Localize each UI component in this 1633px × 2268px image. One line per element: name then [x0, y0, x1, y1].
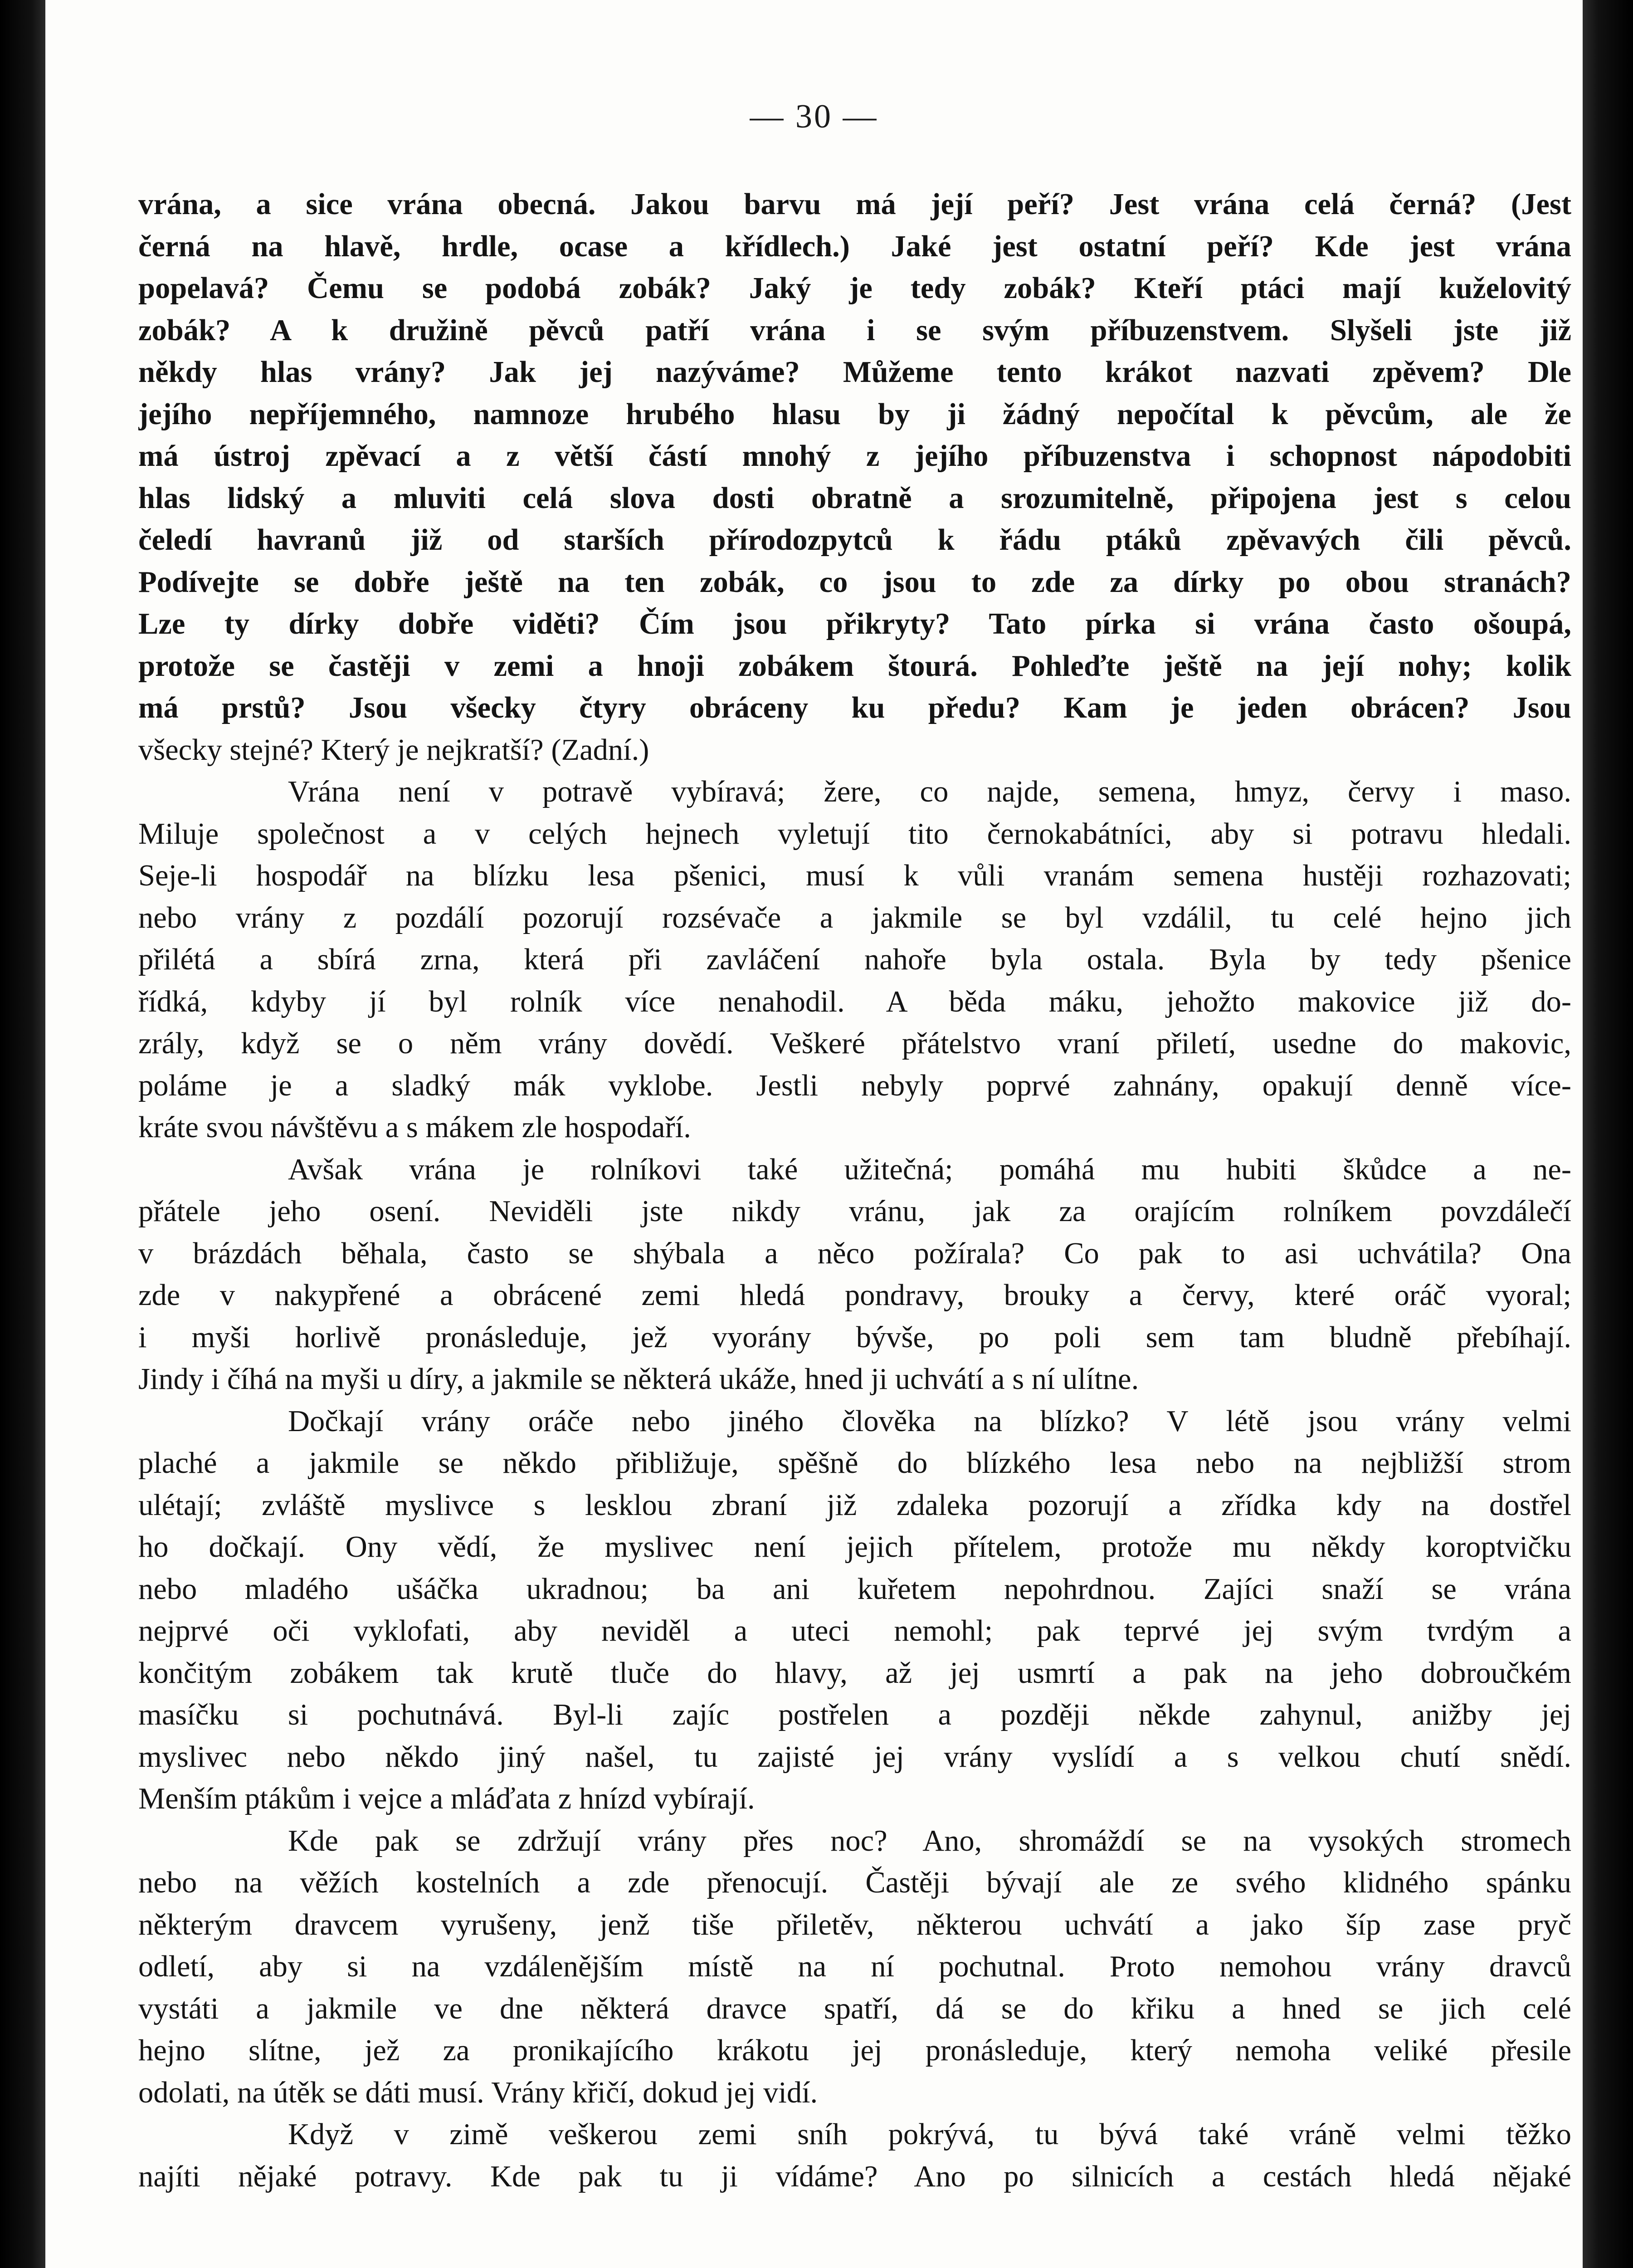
- text-line: odletí, aby si na vzdálenějším místě na ní pochutnal. Proto nemohou vrány dravců: [138, 1950, 1571, 1983]
- text-line: Lze ty dírky dobře viděti? Čím jsou přikryty? Tato pírka si vrána často ošoupá,: [138, 607, 1571, 640]
- scan-border-right: [1583, 0, 1633, 2268]
- text-line: zrály, když se o něm vrány dovědí. Veškeré přátelstvo vraní přiletí, usedne do makovic,: [138, 1027, 1571, 1060]
- text-line: některým dravcem vyrušeny, jenž tiše přiletěv, některou uchvátí a jako šíp zase pryč: [138, 1908, 1571, 1941]
- text-line: poláme je a sladký mák vyklobe. Jestli nebyly poprvé zahnány, opakují denně více-: [138, 1069, 1571, 1102]
- text-line: všecky stejné? Který je nejkratší? (Zadní.): [138, 733, 649, 767]
- text-line: zde v nakypřené a obrácené zemi hledá pondravy, brouky a červy, které oráč vyoral;: [138, 1279, 1571, 1312]
- text-line: jejího nepříjemného, namnoze hrubého hlasu by ji žádný nepočítal k pěvcům, ale že: [138, 397, 1571, 431]
- text-line: hlas lidský a mluviti celá slova dosti obratně a srozumitelně, připojena jest s celou: [138, 481, 1571, 515]
- text-line: v brázdách běhala, často se shýbala a něco požírala? Co pak to asi uchvátila? Ona: [138, 1237, 1571, 1270]
- scan-border-left: [0, 0, 45, 2268]
- text-line: končitým zobákem tak krutě tluče do hlavy, až jej usmrtí a pak na jeho dobroučkém: [138, 1656, 1571, 1690]
- text-line: Když v zimě veškerou zemi sníh pokrývá, tu bývá také vráně velmi těžko: [288, 2118, 1571, 2151]
- text-line: najíti nějaké potravy. Kde pak tu ji vídáme? Ano po silnicích a cestách hledá nějaké: [138, 2160, 1571, 2193]
- text-line: Podívejte se dobře ještě na ten zobák, co jsou to zde za dírky po obou stranách?: [138, 565, 1571, 599]
- text-line: Miluje společnost a v celých hejnech vyletují tito černokabátníci, aby si potravu hledali.: [138, 817, 1571, 850]
- text-line: zobák? A k družině pěvců patří vrána i se svým příbuzenstvem. Slyšeli jste již: [138, 313, 1571, 347]
- text-line: ho dočkají. Ony vědí, že myslivec není jejich přítelem, protože mu někdy koroptvičku: [138, 1530, 1571, 1564]
- text-line: Vrána není v potravě vybíravá; žere, co najde, semena, hmyz, červy i maso.: [288, 775, 1571, 808]
- text-line: odolati, na útěk se dáti musí. Vrány křičí, dokud jej vidí.: [138, 2076, 818, 2109]
- text-line: kráte svou návštěvu a s mákem zle hospodaří.: [138, 1111, 691, 1144]
- page-number: — 30 —: [750, 98, 878, 135]
- text-line: nejprvé oči vyklofati, aby neviděl a uteci nemohl; pak teprvé jej svým tvrdým a: [138, 1614, 1571, 1647]
- text-line: přátele jeho osení. Neviděli jste nikdy vránu, jak za orajícím rolníkem povzdálečí: [138, 1195, 1571, 1228]
- text-line: nebo na věžích kostelních a zde přenocují. Častěji bývají ale ze svého klidného spánku: [138, 1866, 1571, 1899]
- text-line: protože se častěji v zemi a hnoji zobákem štourá. Pohleďte ještě na její nohy; kolik: [138, 649, 1571, 683]
- text-line: Menším ptákům i vejce a mláďata z hnízd vybírají.: [138, 1782, 755, 1815]
- text-line: Jindy i číhá na myši u díry, a jakmile se některá ukáže, hned ji uchvátí a s ní ulítne.: [138, 1363, 1139, 1396]
- text-line: myslivec nebo někdo jiný našel, tu zajisté jej vrány vyslídí a s velkou chutí snědí.: [138, 1740, 1571, 1774]
- text-line: řídká, kdyby jí byl rolník více nenahodil. A běda máku, jehožto makovice již do-: [138, 985, 1571, 1018]
- text-line: hejno slítne, jež za pronikajícího krákotu jej pronásleduje, který nemoha veliké přesile: [138, 2034, 1571, 2067]
- text-line: vystáti a jakmile ve dne některá dravce spatří, dá se do křiku a hned se jich celé: [138, 1992, 1571, 2025]
- text-line: přilétá a sbírá zrna, která při zavláčení nahoře byla ostala. Byla by tedy pšenice: [138, 943, 1571, 976]
- text-line: masíčku si pochutnává. Byl-li zajíc postřelen a později někde zahynul, anižby jej: [138, 1698, 1571, 1731]
- text-line: i myši horlivě pronásleduje, jež vyorány bývše, po poli sem tam bludně přebíhají.: [138, 1320, 1571, 1354]
- text-line: popelavá? Čemu se podobá zobák? Jaký je tedy zobák? Kteří ptáci mají kuželovitý: [138, 272, 1571, 305]
- text-line: plaché a jakmile se někdo přibližuje, spěšně do blízkého lesa nebo na nejbližší strom: [138, 1447, 1571, 1480]
- text-line: někdy hlas vrány? Jak jej nazýváme? Můžeme tento krákot nazvati zpěvem? Dle: [138, 356, 1571, 389]
- text-line: vrána, a sice vrána obecná. Jakou barvu má její peří? Jest vrána celá černá? (Jest: [138, 188, 1571, 221]
- text-line: nebo vrány z pozdálí pozorují rozsévače a jakmile se byl vzdálil, tu celé hejno jich: [138, 901, 1571, 934]
- text-line: čeledí havranů již od starších přírodozpytců k řádu ptáků zpěvavých čili pěvců.: [138, 523, 1571, 557]
- text-line: má ústroj zpěvací a z větší částí mnohý z jejího příbuzenstva i schopnost nápodobiti: [138, 440, 1571, 473]
- body-text: [138, 184, 1571, 2198]
- text-line: nebo mladého ušáčka ukradnou; ba ani kuřetem nepohrdnou. Zajíci snaží se vrána: [138, 1572, 1571, 1606]
- text-line: Dočkají vrány oráče nebo jiného člověka na blízko? V létě jsou vrány velmi: [288, 1404, 1571, 1438]
- text-line: Kde pak se zdržují vrány přes noc? Ano, shromáždí se na vysokých stromech: [288, 1824, 1571, 1857]
- text-line: má prstů? Jsou všecky čtyry obráceny ku předu? Kam je jeden obrácen? Jsou: [138, 691, 1571, 724]
- text-line: Seje-li hospodář na blízku lesa pšenici, musí k vůli vranám semena hustěji rozhazovati;: [138, 859, 1571, 892]
- book-page: [45, 0, 1583, 2268]
- text-line: Avšak vrána je rolníkovi také užitečná; pomáhá mu hubiti škůdce a ne-: [288, 1153, 1571, 1186]
- text-line: ulétají; zvláště myslivce s lesklou zbraní již zdaleka pozorují a zřídka kdy na dostřel: [138, 1488, 1571, 1522]
- text-line: černá na hlavě, hrdle, ocase a křídlech.) Jaké jest ostatní peří? Kde jest vrána: [138, 230, 1571, 263]
